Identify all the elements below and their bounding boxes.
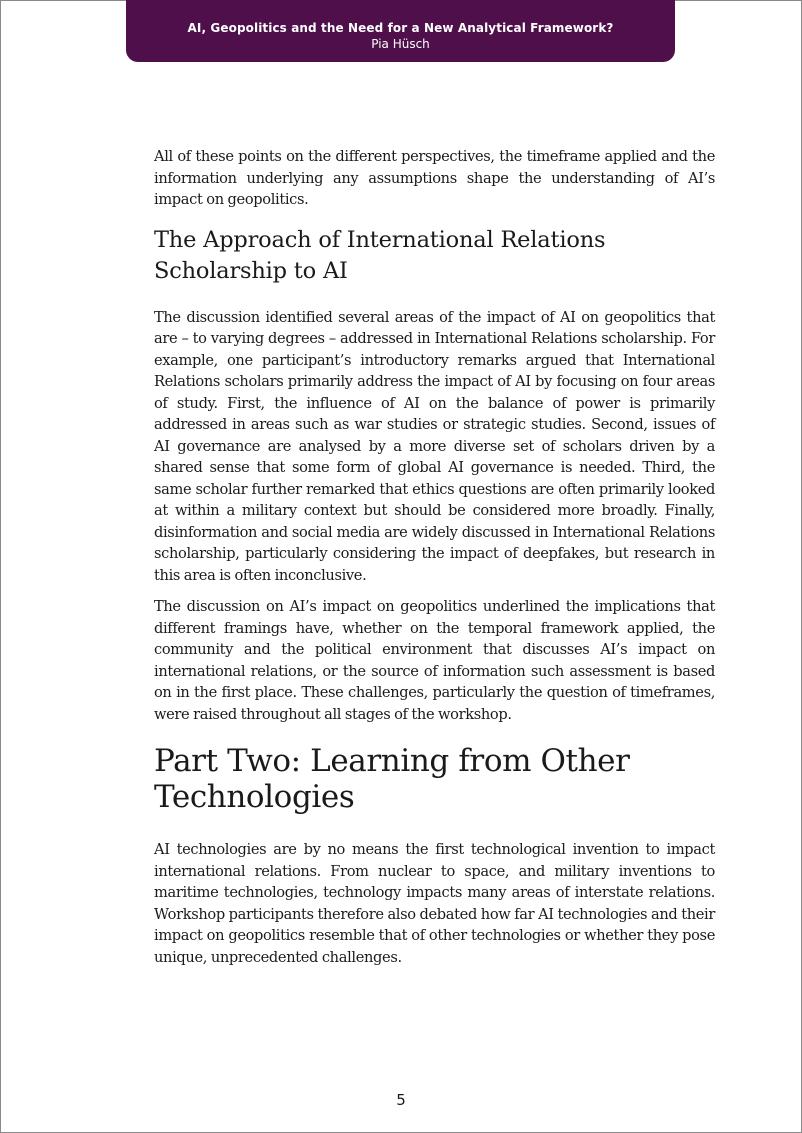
section-heading: The Approach of International Relations Scholarship to AI bbox=[154, 226, 606, 284]
part-heading: Part Two: Learning from Other Technologies bbox=[154, 743, 630, 815]
running-header-author: Pia Hüsch bbox=[371, 37, 430, 51]
running-header-title: AI, Geopolitics and the Need for a New Analytical Framework? bbox=[187, 21, 614, 35]
section-paragraph: The discussion identified several areas of the impact of AI on geopolitics that are – to varying degrees – addressed in International Relations scholarship. For example, one participant’s introductory remarks argued that International Relations scholars primarily address the impact of AI by focusing on four areas of study. First, the influence of AI on the balance of power is primarily addressed in areas such as war studies or strategic studies. Second, issues of AI governance are analysed by a more diverse set of scholars driven by a shared sense that some form of global AI governance is needed. Third, the same scholar further remarked that ethics questions are often primarily looked at within a military context but should be considered more broadly. Finally, disinformation and social media are widely discussed in International Relations scholarship, particularly considering the impact of deepfakes, but research in this area is often inconclusive. bbox=[154, 308, 715, 584]
running-header bbox=[126, 0, 675, 62]
section-paragraph: The discussion on AI’s impact on geopolitics underlined the implications that different framings have, whether on the temporal framework applied, the community and the political environment that discusses AI’s impact on international relations, or the source of information such assessment is based on in the first place. These challenges, particularly the question of timeframes, were raised throughout all stages of the workshop. bbox=[154, 598, 715, 723]
page-number: 5 bbox=[396, 1091, 406, 1109]
part-paragraph: AI technologies are by no means the first technological invention to impact international relations. From nuclear to space, and military inventions to maritime technologies, technology impacts many areas of interstate relations. Workshop participants therefore also debated how far AI technologies and their impact on geopolitics resemble that of other technologies or whether they pose unique, unprecedented challenges. bbox=[154, 841, 715, 966]
page-content bbox=[154, 146, 715, 978]
intro-paragraph: All of these points on the different perspectives, the timeframe applied and the information underlying any assumptions shape the understanding of AI’s impact on geopolitics. bbox=[154, 148, 715, 208]
